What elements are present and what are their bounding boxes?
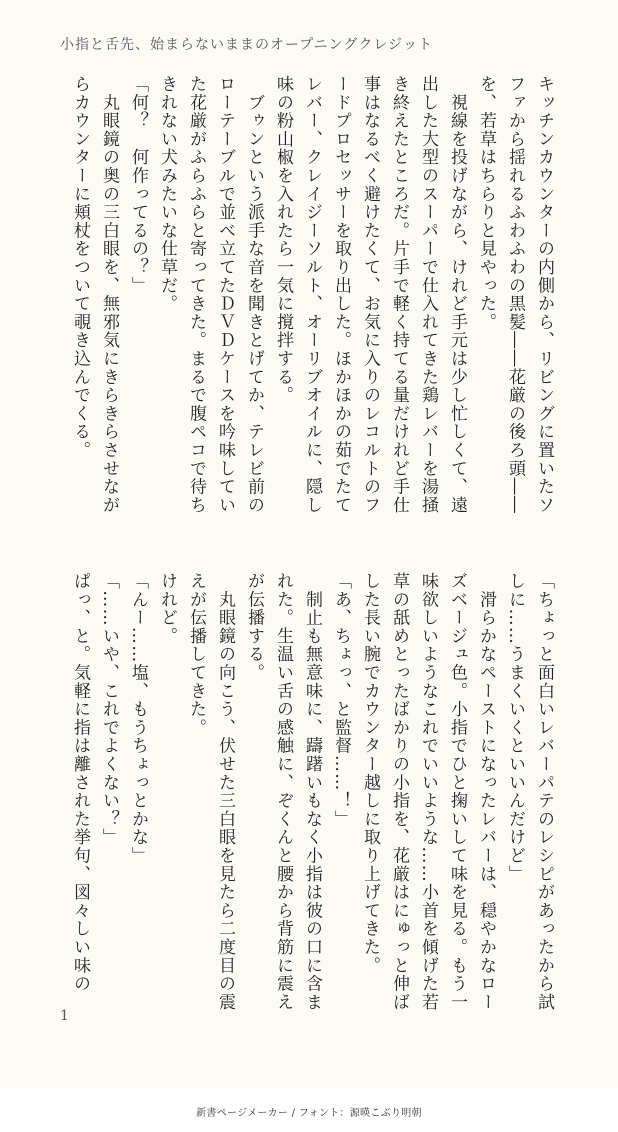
paragraph: 丸眼鏡の奥の三白眼を、無邪気にきらきらさせながらカウンターに頬杖をついて覗き込んでくる。 xyxy=(70,75,119,515)
page-number: 1 xyxy=(60,1008,69,1024)
dialogue-line: 「んー……塩、もうちょっとかな」 xyxy=(128,572,148,865)
paragraph: 滑らかなペーストになったレバーは、穏やかなローズベージュ色。小指でひと掬いして味を見る。もう一味欲しいようなこれでいいような……小首を傾げた若草の舐めとったばかりの小指を、花厳はにゅっと伸ばした長い腕でカウンター越しに取り上げてきた。 xyxy=(360,572,496,1012)
paragraph: キッチンカウンターの内側から、リビングに置いたソファから揺れるふわふわの黒髪――花厳の後ろ頭――を、若草はちらりと見やった。 xyxy=(476,75,554,515)
paragraph: 制止も無意味に、躊躇いもなく小指は彼の口に含まれた。生温い舌の感触に、ぞくんと腰から背筋に震えが伝播する。 xyxy=(244,572,322,1012)
page-header-title: 小指と舌先、始まらないままのオープニングクレジット xyxy=(60,37,433,53)
footer-credit: 新書ページメーカー / フォント：源暎こぶり明朝 xyxy=(196,1108,422,1119)
lower-text-block xyxy=(60,572,558,1012)
paragraph: 丸眼鏡の向こう、伏せた三白眼を見たら二度目の震えが伝播してきた。 xyxy=(186,572,235,1012)
dialogue-line: 「何？ 何作ってるの？」 xyxy=(128,75,148,295)
paragraph: けれど。 xyxy=(157,572,177,646)
dialogue-line: 「ちょっと面白いレバーパテのレシピがあったから試しに……うまくいくといいんだけど」 xyxy=(505,572,554,1012)
paragraph: ぱっ、と。気軽に指は離された挙句、図々しい味の xyxy=(70,572,90,993)
upper-text-block xyxy=(60,75,558,515)
dialogue-line: 「あ、ちょっ、と監督……！」 xyxy=(331,572,351,829)
paragraph: ブゥンという派手な音を聞きとげてか、テレビ前のローテーブルで並べ立てたＤＶＤケースを吟味していた花厳がふらふらと寄ってきた。まるで腹ペコで待ちきれない犬みたいな仕草だ。 xyxy=(157,75,264,515)
dialogue-line: 「……いや、これでよくない？」 xyxy=(99,572,119,847)
paragraph: 視線を投げながら、けれど手元は少し忙しくて、遠出した大型のスーパーで仕入れてきた鶏レバーを湯掻き終えたところだ。片手で軽く持てる量だけれど手仕事はなるべく避けたくて、お気に入りのレコルトのフードプロセッサーを取り出した。ほかほかの茹でたてレバー、クレイジーソルト、オーリブオイルに、隠し味の粉山椒を入れたら一気に撹拌する。 xyxy=(273,75,467,515)
